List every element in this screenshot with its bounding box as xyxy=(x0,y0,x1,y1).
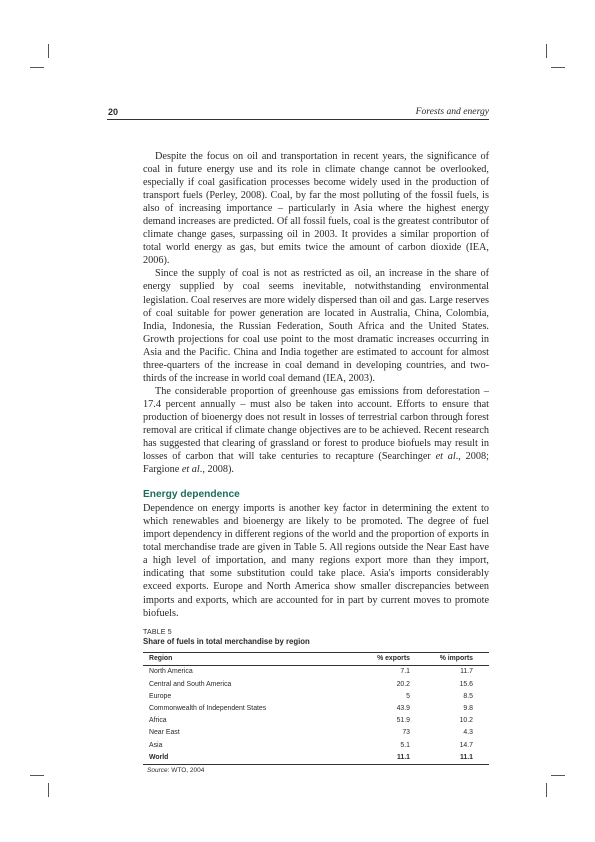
cell-exports: 5.1 xyxy=(400,741,410,749)
cell-region: Commonwealth of Independent States xyxy=(149,704,267,712)
cell-region: Near East xyxy=(149,729,180,737)
cell-gap xyxy=(410,740,424,752)
cell-gap xyxy=(410,703,424,715)
cell-imports: 10.2 xyxy=(459,717,473,725)
table-row xyxy=(143,703,489,715)
table-header-row xyxy=(143,652,489,666)
crop-mark-top-right-v xyxy=(546,44,547,58)
cell-region: North America xyxy=(149,668,193,676)
fuel-share-table xyxy=(143,652,489,765)
header-imports: % imports xyxy=(424,652,489,666)
running-head: Forests and energy xyxy=(415,106,489,117)
cell-gap xyxy=(410,679,424,691)
paragraph-deforestation xyxy=(143,385,489,476)
header-exports: % exports xyxy=(361,652,410,666)
citation-et-al-1: et al xyxy=(435,451,456,463)
cell-imports: 9.8 xyxy=(463,704,473,712)
table-row xyxy=(143,679,489,691)
crop-mark-top-left-v xyxy=(48,44,49,58)
cell-gap xyxy=(410,691,424,703)
crop-mark-bottom-left-h xyxy=(30,775,44,776)
cell-region: Africa xyxy=(149,717,167,725)
crop-mark-bottom-right-v xyxy=(546,783,547,797)
cell-imports: 14.7 xyxy=(459,741,473,749)
cell-gap xyxy=(410,715,424,727)
cell-imports-world: 11.1 xyxy=(424,752,489,765)
crop-mark-bottom-left-v xyxy=(48,783,49,797)
crop-mark-top-right-h xyxy=(551,67,565,68)
cell-gap xyxy=(410,727,424,739)
body-text xyxy=(143,150,489,775)
paragraph-deforestation-text-1: The considerable proportion of greenhouse gas emissions from deforestation – 17.4 percent annually – must also be taken into account. Efforts to ensure that production of bioenergy does not result in losses of terrestrial carbon through forest removal are critical if climate change objectives are to be achieved. Recent research has suggested that clearing of grassland or forest to produce biofuels may result in losses of carbon that will take centuries to recapture (Searchinger xyxy=(143,385,489,463)
paragraph-coal-supply: Since the supply of coal is not as restricted as oil, an increase in the share of energy supplied by coal seems inevitable, notwithstanding environmental legislation. Coal reserves are more widely dispersed than oil and gas. Large reserves of coal suitable for power generation are located in Australia, China, Colombia, India, Indonesia, the Russian Federation, South Africa and the United States. Growth projections for coal use point to the most dramatic increases occurring in Asia and the Pacific. China and India together are estimated to account for almost three-quarters of the increase in coal demand in developing countries, and two-thirds of the increase in world coal demand (IEA, 2003). xyxy=(143,268,489,384)
cell-region: Asia xyxy=(149,741,163,749)
paragraph-deforestation-text-3: ., 2008). xyxy=(199,464,234,476)
cell-region: Central and South America xyxy=(149,680,232,688)
table-title: Share of fuels in total merchandise by region xyxy=(143,636,310,646)
cell-exports-world: 11.1 xyxy=(361,752,410,765)
header-region: Region xyxy=(143,652,361,666)
table-row xyxy=(143,691,489,703)
crop-mark-bottom-right-h xyxy=(551,775,565,776)
header-rule xyxy=(107,119,489,120)
cell-exports: 73 xyxy=(402,729,410,737)
cell-exports: 43.9 xyxy=(396,704,410,712)
cell-exports: 5 xyxy=(406,692,410,700)
table-row xyxy=(143,740,489,752)
table-row-world-total xyxy=(143,752,489,765)
cell-imports: 11.7 xyxy=(460,668,473,676)
source-text: : WTO, 2004 xyxy=(167,766,205,774)
header-gap xyxy=(410,652,424,666)
cell-imports: 15.6 xyxy=(459,680,473,688)
cell-gap xyxy=(410,752,424,765)
crop-mark-top-left-h xyxy=(30,67,44,68)
paragraph-coal-significance: Despite the focus on oil and transportation in recent years, the significance of coal in future energy use and its role in climate change cannot be overlooked, especially if coal gasification processes become widely used in the production of transport fuels (Perley, 2008). Coal, by far the most polluting of the fossil fuels, is also of increasing importance – particularly in Asia where the highest energy demand increases are predicted. Of all fossil fuels, coal is the greatest contributor of climate change gases, surpassing oil in 2003. It provides a similar proportion of total world energy as gas, but emits twice the amount of carbon dioxide (IEA, 2006). xyxy=(143,151,489,267)
page-number: 20 xyxy=(108,107,119,117)
cell-exports: 51.9 xyxy=(396,717,410,725)
cell-imports: 8.5 xyxy=(463,692,473,700)
cell-region-world: World xyxy=(143,752,361,765)
paragraph-deforestation-text-2: ., 2008; Fargione xyxy=(143,451,489,476)
cell-imports: 4.3 xyxy=(463,729,473,737)
table-row xyxy=(143,666,489,679)
source-label: Source xyxy=(147,766,168,774)
cell-region: Europe xyxy=(149,692,172,700)
cell-exports: 7.1 xyxy=(400,668,410,676)
table-row xyxy=(143,727,489,739)
cell-exports: 20.2 xyxy=(396,680,410,688)
citation-et-al-2: et al xyxy=(181,464,200,476)
table-source-note xyxy=(143,766,489,775)
paragraph-energy-dependence: Dependence on energy imports is another key factor in determining the extent to which renewables and bioenergy are likely to be promoted. The degree of fuel import dependency in different regions of the world and the proportion of exports in total merchandise trade are given in Table 5. All regions outside the Near East have a high level of importation, and many regions export more than they import, indicating that some substitution could take place. Asia's imports considerably exceed exports. Europe and North America show smaller discrepancies between imports and exports, which are accounted for in part by current moves to promote biofuels. xyxy=(143,503,489,619)
table-label: TABLE 5 xyxy=(143,628,172,636)
table-row xyxy=(143,715,489,727)
cell-gap xyxy=(410,666,424,679)
section-heading: Energy dependence xyxy=(143,489,240,501)
